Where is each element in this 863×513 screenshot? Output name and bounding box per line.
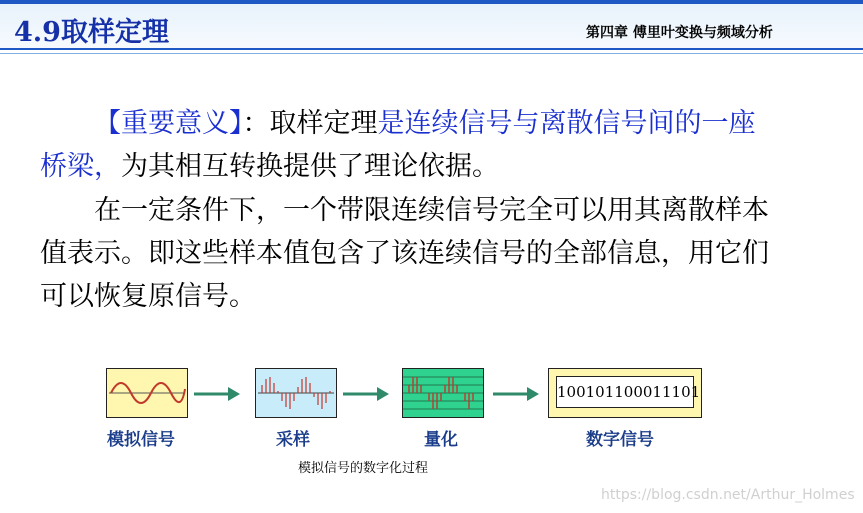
- importance-rest: 为其相互转换提供了理论依据。: [121, 151, 499, 182]
- binary-output: 100101100011101: [556, 376, 694, 408]
- importance-paragraph: [40, 102, 780, 188]
- stage-label-quantization: 量化: [424, 430, 458, 450]
- chapter-title: 第四章 傅里叶变换与频域分析: [586, 25, 773, 41]
- watermark: https://blog.csdn.net/Arthur_Holmes: [601, 487, 855, 503]
- sampling-box: [255, 368, 337, 418]
- arrow-icon: [341, 384, 391, 404]
- importance-highlight: 是连续信号与离散信号间的一座桥梁，: [40, 108, 756, 182]
- section-title: 4.9取样定理: [14, 17, 169, 48]
- importance-intro: ：取样定理: [242, 108, 378, 139]
- quantization-box: [402, 368, 484, 418]
- stage-label-analog: 模拟信号: [107, 430, 175, 450]
- stage-label-digital: 数字信号: [586, 430, 654, 450]
- importance-label: 【重要意义】: [94, 108, 243, 139]
- header-divider-thin: [0, 53, 863, 54]
- condition-paragraph: [40, 189, 780, 318]
- analog-signal-box: [106, 368, 188, 418]
- condition-text: 在一定条件下，一个带限连续信号完全可以用其离散样本值表示。即这些样本值包含了该连续信号的全部信息，用它们可以恢复原信号。: [40, 195, 769, 312]
- diagram-caption: 模拟信号的数字化过程: [298, 461, 429, 476]
- arrow-icon: [192, 384, 242, 404]
- arrow-icon: [491, 384, 541, 404]
- stage-label-sampling: 采样: [276, 430, 310, 450]
